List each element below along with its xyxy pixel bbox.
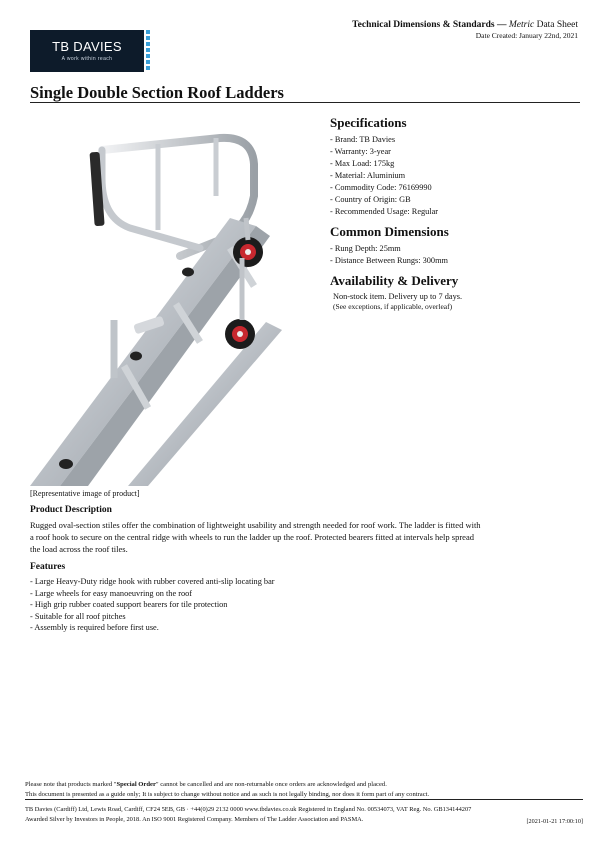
logo-tagline: A work within reach: [61, 56, 113, 62]
legal-notice: [25, 780, 429, 799]
availability-heading: Availability & Delivery: [330, 273, 459, 288]
spec-item: - Material: Aluminium: [330, 171, 406, 180]
date-created: Date Created: January 22nd, 2021: [475, 31, 578, 40]
image-caption: [Representative image of product]: [30, 489, 140, 498]
features-heading: Features: [30, 562, 66, 572]
footer-divider: [25, 799, 583, 800]
feature-item: - Assembly is required before first use.: [30, 623, 159, 632]
description-line: a roof hook to secure on the central ridge with wheels to run the ladder up the roof. Protected bearers fitted at intervals help spread: [30, 532, 474, 542]
description-body: [30, 519, 570, 555]
availability-text: Non-stock item. Delivery up to 7 days.: [333, 292, 463, 301]
feature-item: - Large wheels for easy manoeuvring on the roof: [30, 588, 193, 598]
feature-item: - Suitable for all roof pitches: [30, 611, 126, 621]
spec-item: - Brand: TB Davies: [330, 135, 396, 144]
dimension-item: - Rung Depth: 25mm: [330, 244, 401, 253]
product-image: [30, 108, 320, 486]
logo-dots-decoration: [146, 30, 151, 72]
spec-item: - Warranty: 3-year: [330, 147, 391, 156]
logo-name: TB DAVIES: [52, 39, 122, 54]
footer-awards-line: Awarded Silver by Investors in People, 2018. An ISO 9001 Registered Company. Members of The Ladder Association and PASMA.: [25, 816, 364, 823]
specifications-heading: Specifications: [330, 115, 407, 130]
sheet-title: [352, 20, 578, 30]
notice-text: " cannot be cancelled and are non-returnable once orders are acknowledged and placed.: [155, 781, 387, 788]
spec-item: - Recommended Usage: Regular: [330, 207, 439, 216]
sheet-title-rest: Data Sheet: [536, 20, 578, 30]
notice-text: Please note that products marked ": [25, 781, 117, 788]
guide-notice: This document is presented as a guide only; It is subject to change without notice and as such is not legally binding, nor does it form part of any contract.: [25, 790, 430, 798]
footer: [25, 805, 471, 825]
spec-item: - Commodity Code: 76169990: [330, 183, 432, 192]
dimensions-list: [330, 243, 580, 267]
footer-timestamp: [2021-01-21 17:00:10]: [526, 818, 583, 825]
footer-company-line: TB Davies (Cardiff) Ltd, Lewis Road, Cardiff, CF24 5EB, GB · +44(0)29 2132 0000 www.tbdavies.co.uk Registered in England No. 00534073, VAT Reg. No. GB134144207: [25, 806, 472, 813]
special-order-notice: [25, 780, 429, 790]
description-line: Rugged oval-section stiles offer the combination of lightweight usability and strength needed for roof work. The ladder is fitted with: [30, 520, 481, 530]
page-title: Single Double Section Roof Ladders: [30, 83, 284, 102]
features-list: [30, 576, 275, 634]
spec-item: - Country of Origin: GB: [330, 195, 411, 204]
description-line: the load across the roof tiles.: [30, 544, 128, 554]
notice-bold: Special Order: [116, 781, 156, 788]
sheet-title-italic: Metric: [508, 20, 535, 30]
spec-item: - Max Load: 175kg: [330, 159, 395, 168]
feature-item: - Large Heavy-Duty ridge hook with rubber covered anti-slip locating bar: [30, 577, 275, 586]
description-heading: Product Description: [30, 505, 112, 515]
brand-logo: [30, 30, 152, 72]
sheet-title-bold: Technical Dimensions & Standards —: [352, 20, 507, 30]
title-divider: [30, 102, 580, 103]
specifications-panel: [330, 115, 580, 312]
dimensions-heading: Common Dimensions: [330, 224, 449, 239]
dimension-item: - Distance Between Rungs: 300mm: [330, 256, 448, 265]
feature-item: - High grip rubber coated support bearers for tile protection: [30, 600, 228, 609]
availability-note: (See exceptions, if applicable, overleaf): [333, 302, 453, 311]
specifications-list: [330, 134, 580, 218]
